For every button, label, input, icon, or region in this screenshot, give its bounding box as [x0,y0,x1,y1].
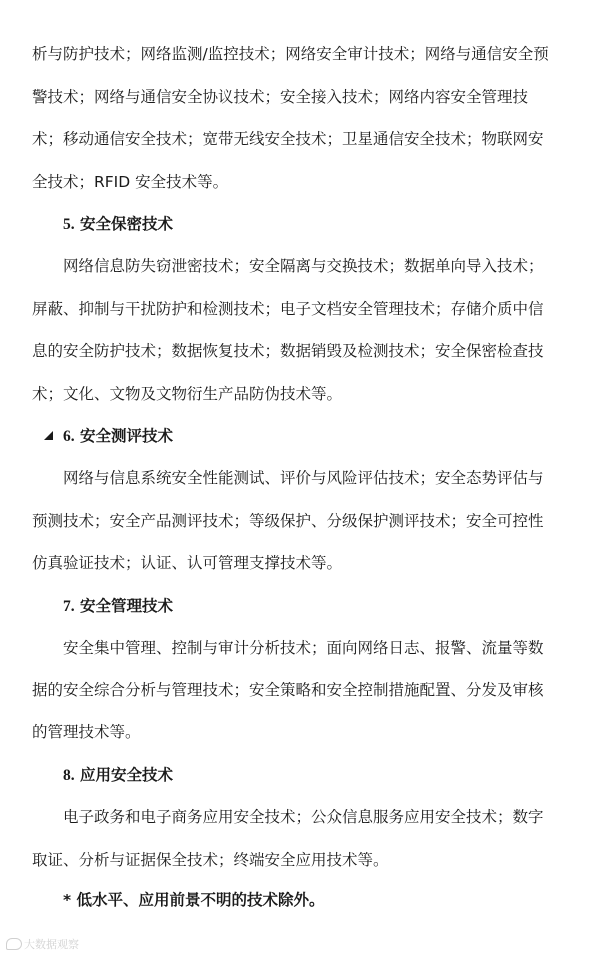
footnote: * 低水平、应用前景不明的技术除外。 [63,891,325,909]
paragraph-line: 电子政务和电子商务应用安全技术；公众信息服务应用安全技术；数字 [63,808,544,826]
paragraph-line: 据的安全综合分析与管理技术；安全策略和安全控制措施配置、分发及审核 [32,681,544,699]
section-title: 安全测评技术 [80,427,174,445]
section-title: 安全保密技术 [80,215,174,233]
paragraph-line: 网络与信息系统安全性能测试、评价与风险评估技术；安全态势评估与 [63,469,544,487]
paragraph-line: 息的安全防护技术；数据恢复技术；数据销毁及检测技术；安全保密检查技 [32,342,544,360]
paragraph-line: 网络信息防失窃泄密技术；安全隔离与交换技术；数据单向导入技术； [63,257,544,275]
paragraph-line: 安全集中管理、控制与审计分析技术；面向网络日志、报警、流量等数 [63,639,544,657]
paragraph-line: 全技术；RFID 安全技术等。 [32,173,229,191]
speech-bubble-icon [6,938,22,950]
paragraph-line: 术；文化、文物及文物衍生产品防伪技术等。 [32,385,343,403]
section-title: 安全管理技术 [80,597,174,615]
section-number: 6. [63,428,75,445]
section-heading-7 [63,596,173,617]
paragraph-line: 析与防护技术；网络监测/监控技术；网络安全审计技术；网络与通信安全预 [32,45,549,63]
section-number: 7. [63,598,75,615]
paragraph-line: 仿真验证技术；认证、认可管理支撑技术等。 [32,554,343,572]
paragraph-line: 预测技术；安全产品测评技术；等级保护、分级保护测评技术；安全可控性 [32,512,544,530]
watermark [6,936,79,952]
section-heading-6 [63,426,173,447]
section-title: 应用安全技术 [80,766,174,784]
section-number: 8. [63,767,75,784]
paragraph-line: 警技术；网络与通信安全协议技术；安全接入技术；网络内容安全管理技 [32,88,529,106]
paragraph-line: 的管理技术等。 [32,723,141,741]
section-number: 5. [63,216,75,233]
collapse-triangle-icon[interactable] [44,431,53,440]
paragraph-line: 屏蔽、抑制与干扰防护和检测技术；电子文档安全管理技术；存储介质中信 [32,300,544,318]
section-heading-8 [63,765,173,786]
section-heading-5 [63,214,173,235]
paragraph-line: 术；移动通信安全技术；宽带无线安全技术；卫星通信安全技术；物联网安 [32,130,544,148]
paragraph-line: 取证、分析与证据保全技术；终端安全应用技术等。 [32,851,389,869]
watermark-text: 大数据观察 [24,938,79,951]
